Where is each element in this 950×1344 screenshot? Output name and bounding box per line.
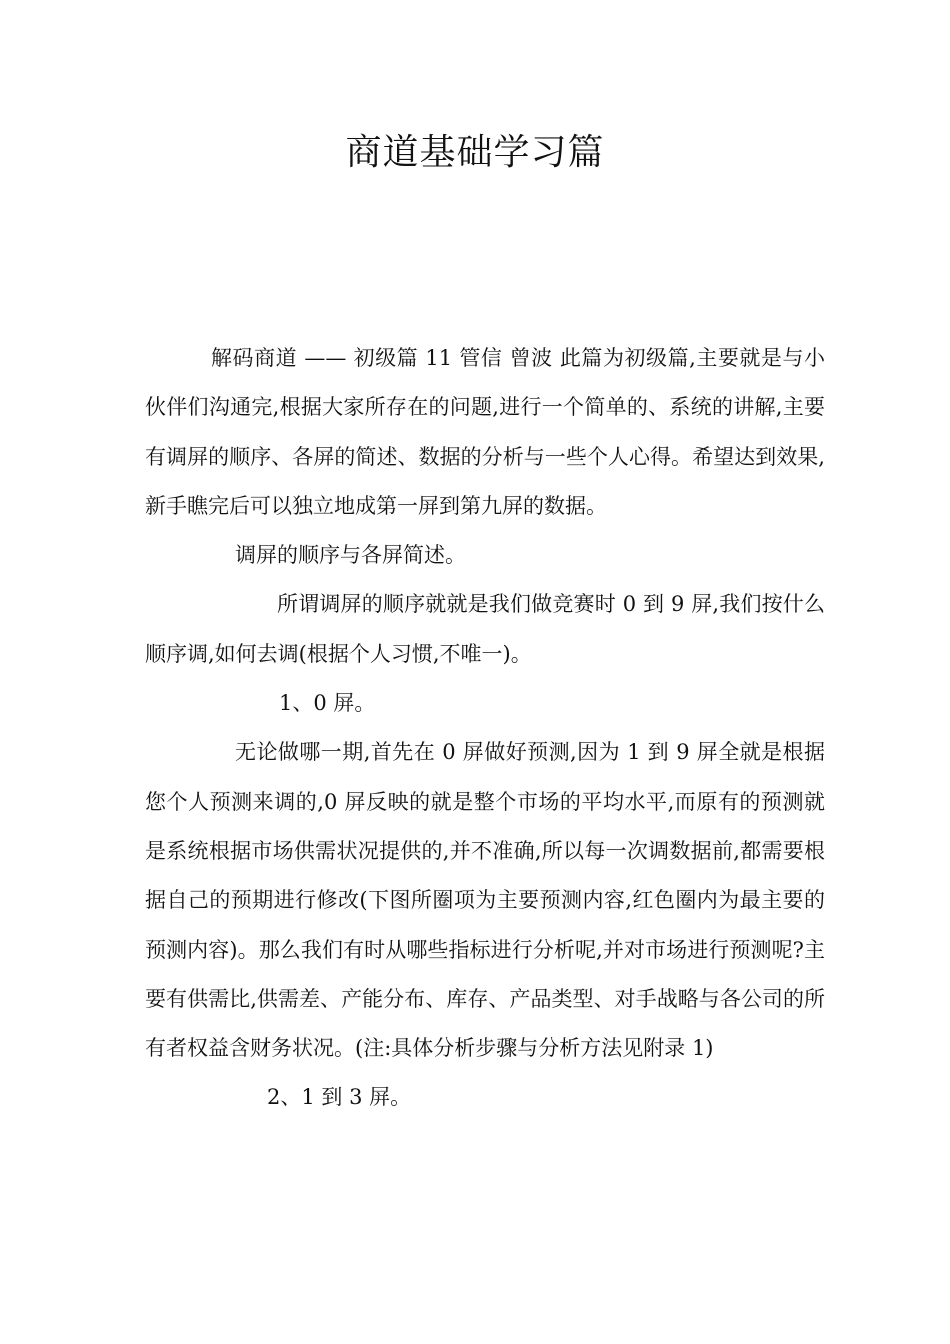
paragraph-order-definition: 所谓调屏的顺序就就是我们做竞赛时 0 到 9 屏,我们按什么顺序调,如何去调(根据个人习惯,不唯一)。 [145, 592, 825, 666]
paragraph-screen-0: 无论做哪一期,首先在 0 屏做好预测,因为 1 到 9 屏全就是根据您个人预测来调的,0 屏反映的就是整个市场的平均水平,而原有的预测就是系统根据市场供需状况提供的,并不准确,所以每一次调数据前,都需要根据自己的预期进行修改(下图所圈项为主要预测内容,红色圈内为最主要的预测内容)。那么我们有时从哪些指标进行分析呢,并对市场进行预测呢?主要有供需比,供需差、产能分布、库存、产品类型、对手战略与各公司的所有者权益含财务状况。(注:具体分析步骤与分析方法见附录 1) [145, 740, 825, 1061]
paragraph-intro: 解码商道 —— 初级篇 11 管信 曾波 此篇为初级篇,主要就是与小伙伴们沟通完,根据大家所存在的问题,进行一个简单的、系统的讲解,主要有调屏的顺序、各屏的简述、数据的分析与一些个人心得。希望达到效果,新手瞧完后可以独立地成第一屏到第九屏的数据。 [145, 346, 825, 518]
subheading-screen-1-3: 2、1 到 3 屏。 [267, 1085, 412, 1110]
document-body [145, 334, 825, 1123]
section-heading-order: 调屏的顺序与各屏简述。 [235, 543, 466, 568]
document-title: 商道基础学习篇 [345, 132, 605, 173]
subheading-screen-0: 1、0 屏。 [279, 691, 376, 716]
